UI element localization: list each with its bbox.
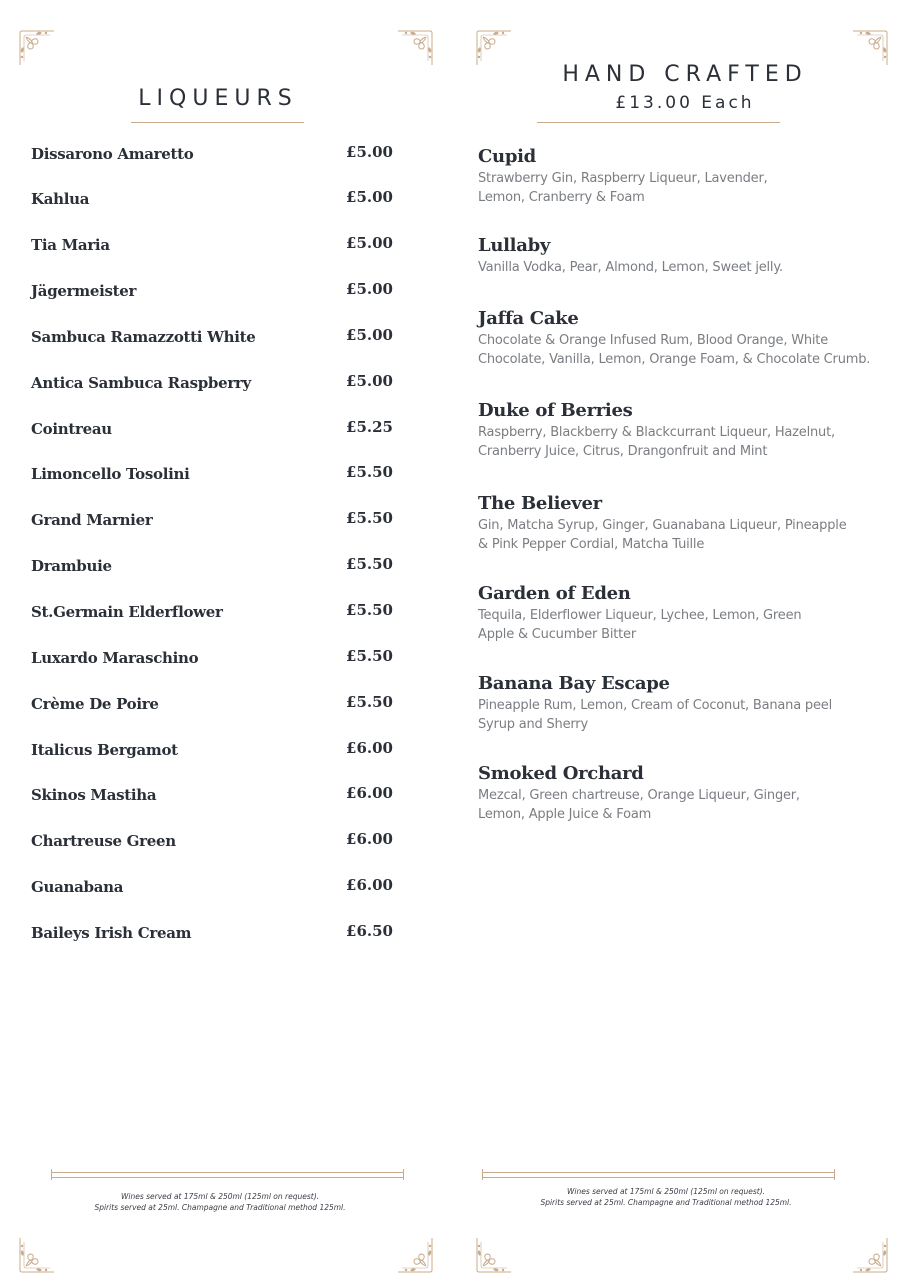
cocktail-name: Duke of Berries: [478, 400, 633, 421]
liqueur-price: £6.00: [346, 784, 393, 802]
serving-note: Wines served at 175ml & 250ml (125ml on request). Spirits served at 25ml. Champagne and Traditional method 125ml.: [540, 1187, 792, 1207]
liqueur-price: £5.00: [346, 188, 393, 206]
liqueur-item: [31, 511, 393, 533]
filigree-corner-icon: [396, 1236, 436, 1276]
liqueur-price: £5.50: [346, 693, 393, 711]
cocktail-item: [478, 493, 903, 554]
cocktail-description: Chocolate & Orange Infused Rum, Blood Orange, White Chocolate, Vanilla, Lemon, Orange Foam, & Chocolate Crumb.: [478, 333, 871, 367]
cocktail-name: The Believer: [478, 493, 602, 514]
cocktail-description: Tequila, Elderflower Liqueur, Lychee, Lemon, Green Apple & Cucumber Bitter: [478, 608, 802, 642]
cocktail-item: [478, 308, 903, 369]
liqueur-name: Skinos Mastiha: [31, 786, 157, 804]
filigree-corner-icon: [16, 1236, 56, 1276]
liqueur-price: £6.00: [346, 876, 393, 894]
liqueur-name: Guanabana: [31, 878, 124, 896]
title-underline: [537, 122, 780, 123]
liqueurs-title: LIQUEURS: [138, 86, 298, 111]
liqueur-item: [31, 832, 393, 854]
liqueur-item: [31, 465, 393, 487]
cocktail-description: Gin, Matcha Syrup, Ginger, Guanabana Liqueur, Pineapple & Pink Pepper Cordial, Matcha Tuille: [478, 518, 847, 552]
cocktail-description: Raspberry, Blackberry & Blackcurrant Liqueur, Hazelnut, Cranberry Juice, Citrus, Drangonfruit and Mint: [478, 425, 835, 459]
liqueur-price: £5.50: [346, 647, 393, 665]
cocktail-item: [478, 400, 903, 461]
cocktail-description: Strawberry Gin, Raspberry Liqueur, Lavender, Lemon, Cranberry & Foam: [478, 171, 768, 205]
liqueur-price: £6.50: [346, 922, 393, 940]
cocktail-name: Jaffa Cake: [478, 308, 579, 329]
title-underline: [131, 122, 304, 123]
filigree-corner-icon: [473, 27, 513, 67]
cocktail-name: Smoked Orchard: [478, 763, 644, 784]
cocktail-name: Garden of Eden: [478, 583, 631, 604]
liqueur-price: £5.00: [346, 143, 393, 161]
cocktail-item: [478, 146, 903, 207]
liqueur-price: £5.50: [346, 463, 393, 481]
liqueur-price: £5.50: [346, 601, 393, 619]
filigree-corner-icon: [851, 27, 891, 67]
liqueur-name: Limoncello Tosolini: [31, 465, 190, 483]
liqueur-name: Italicus Bergamot: [31, 741, 178, 759]
liqueur-item: [31, 741, 393, 763]
liqueur-price: £5.00: [346, 326, 393, 344]
liqueur-name: Jägermeister: [31, 282, 137, 300]
liqueur-name: Luxardo Maraschino: [31, 649, 199, 667]
handcrafted-panel: [455, 0, 910, 1287]
liqueur-name: St.Germain Elderflower: [31, 603, 223, 621]
liqueur-name: Chartreuse Green: [31, 832, 176, 850]
liqueur-name: Drambuie: [31, 557, 112, 575]
handcrafted-price: £13.00 Each: [615, 93, 755, 113]
cocktail-item: [478, 763, 903, 824]
liqueur-name: Tia Maria: [31, 236, 110, 254]
cocktail-description: Vanilla Vodka, Pear, Almond, Lemon, Sweet jelly.: [478, 260, 783, 275]
liqueur-name: Antica Sambuca Raspberry: [31, 374, 251, 392]
serving-note: Wines served at 175ml & 250ml (125ml on request). Spirits served at 25ml. Champagne and Traditional method 125ml.: [94, 1192, 346, 1212]
liqueur-price: £5.00: [346, 280, 393, 298]
handcrafted-title: HAND CRAFTED: [562, 62, 808, 87]
liqueur-price: £5.50: [346, 509, 393, 527]
liqueur-item: [31, 145, 393, 167]
liqueur-name: Baileys Irish Cream: [31, 924, 192, 942]
liqueur-price: £5.00: [346, 372, 393, 390]
cocktail-description: Mezcal, Green chartreuse, Orange Liqueur, Ginger, Lemon, Apple Juice & Foam: [478, 788, 800, 822]
liqueur-price: £6.00: [346, 739, 393, 757]
liqueur-item: [31, 786, 393, 808]
liqueur-item: [31, 328, 393, 350]
liqueur-item: [31, 695, 393, 717]
cocktail-name: Lullaby: [478, 235, 551, 256]
filigree-corner-icon: [396, 27, 436, 67]
liqueur-name: Dissarono Amaretto: [31, 145, 194, 163]
liqueur-price: £6.00: [346, 830, 393, 848]
filigree-corner-icon: [851, 1236, 891, 1276]
cocktail-item: [478, 583, 903, 644]
liqueur-price: £5.00: [346, 234, 393, 252]
liqueur-name: Crème De Poire: [31, 695, 159, 713]
liqueur-price: £5.50: [346, 555, 393, 573]
liqueur-item: [31, 649, 393, 671]
cocktail-name: Banana Bay Escape: [478, 673, 670, 694]
liqueur-item: [31, 374, 393, 396]
liqueur-name: Grand Marnier: [31, 511, 153, 529]
liqueur-item: [31, 282, 393, 304]
filigree-corner-icon: [16, 27, 56, 67]
liqueur-name: Cointreau: [31, 420, 112, 438]
cocktail-name: Cupid: [478, 146, 536, 167]
filigree-corner-icon: [473, 1236, 513, 1276]
liqueur-item: [31, 557, 393, 579]
cocktail-description: Pineapple Rum, Lemon, Cream of Coconut, Banana peel Syrup and Sherry: [478, 698, 832, 732]
liqueur-item: [31, 236, 393, 258]
liqueur-name: Sambuca Ramazzotti White: [31, 328, 256, 346]
footer-divider: [51, 1172, 404, 1178]
footer-divider: [482, 1172, 835, 1178]
liqueur-price: £5.25: [346, 418, 393, 436]
liqueur-name: Kahlua: [31, 190, 90, 208]
cocktail-item: [478, 673, 903, 734]
liqueur-item: [31, 878, 393, 900]
liqueur-item: [31, 603, 393, 625]
cocktail-item: [478, 235, 903, 277]
liqueur-item: [31, 420, 393, 442]
liqueur-item: [31, 924, 393, 946]
liqueur-item: [31, 190, 393, 212]
